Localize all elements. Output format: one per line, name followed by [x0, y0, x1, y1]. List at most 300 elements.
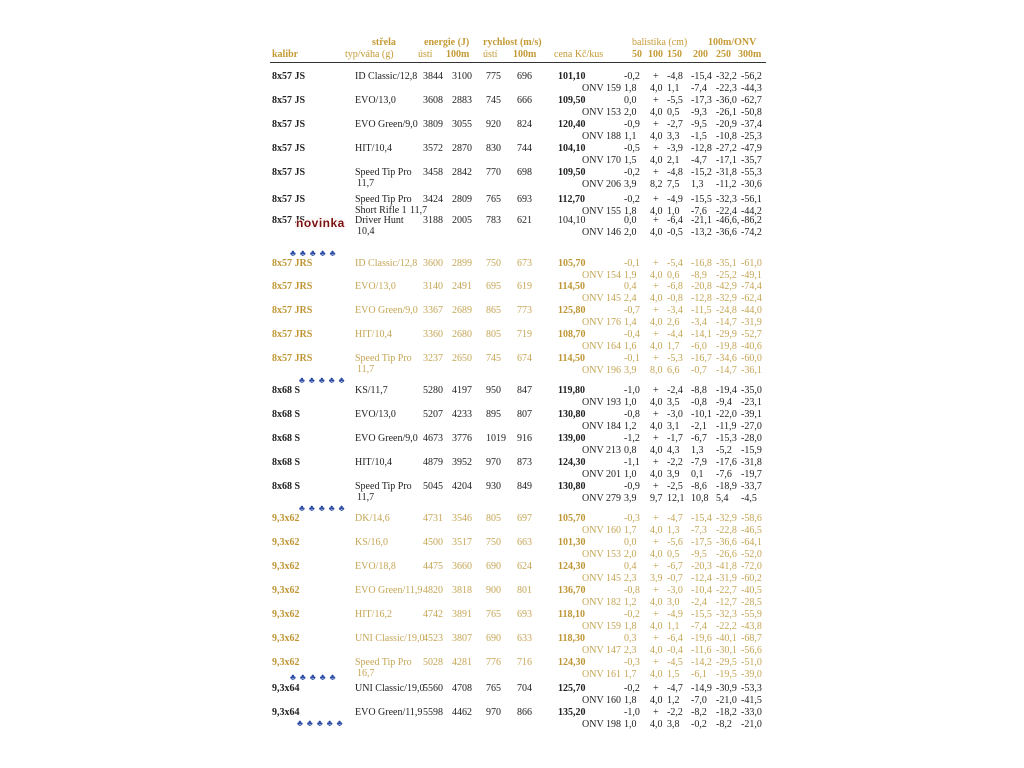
ballistic-100m-value: -22,0	[716, 409, 737, 420]
ballistic-100m-value: -0,4	[624, 329, 640, 340]
ballistic-100m-value: -0,1	[624, 353, 640, 364]
clubs-separator: ♣♣♣♣♣	[290, 672, 340, 682]
ballistic-100m-value: +	[653, 143, 659, 154]
price: 125,80	[558, 305, 586, 316]
ballistic-onv-value: 4,0	[650, 621, 663, 632]
caliber: 8x68 S	[272, 481, 301, 492]
onv-distance: ONV 198	[582, 719, 621, 730]
ballistic-onv-value: -30,6	[741, 179, 762, 190]
ballistic-onv-value: 3,1	[667, 421, 680, 432]
ballistic-100m-value: -31,8	[716, 167, 737, 178]
ballistic-onv-value: 4,3	[667, 445, 680, 456]
ballistic-100m-value: -61,0	[741, 258, 762, 269]
ballistic-onv-value: 12,1	[667, 493, 685, 504]
price: 109,50	[558, 167, 586, 178]
ballistic-onv-value: -0,8	[667, 293, 683, 304]
energy-muzzle: 3600	[423, 258, 443, 269]
ballistic-onv-value: 3,9	[667, 469, 680, 480]
ballistic-100m-value: -4,9	[667, 609, 683, 620]
energy-100m: 4462	[452, 707, 472, 718]
ballistic-100m-value: -14,2	[691, 657, 712, 668]
ballistic-onv-value: -25,3	[741, 131, 762, 142]
table-row	[0, 481, 1024, 507]
ballistic-onv-value: -7,6	[716, 469, 732, 480]
ballistic-100m-value: +	[653, 481, 659, 492]
bullet-type: Speed Tip Pro	[355, 167, 412, 178]
ballistic-onv-value: -8,9	[691, 270, 707, 281]
bullet-type: ID Classic/12,8	[355, 71, 418, 82]
onv-distance: ONV 159	[582, 83, 621, 94]
ballistic-onv-value: -9,3	[691, 107, 707, 118]
price: 124,30	[558, 561, 586, 572]
ballistic-onv-value: 1,4	[624, 317, 637, 328]
energy-100m: 3818	[452, 585, 472, 596]
ballistic-100m-value: 0,4	[624, 561, 637, 572]
table-row	[0, 683, 1024, 709]
onv-distance: ONV 160	[582, 525, 621, 536]
energy-muzzle: 3844	[423, 71, 443, 82]
ballistic-onv-value: -9,4	[716, 397, 732, 408]
table-row	[0, 707, 1024, 733]
energy-muzzle: 4742	[423, 609, 443, 620]
ballistic-100m-value: -32,3	[716, 194, 737, 205]
energy-100m: 2005	[452, 215, 472, 226]
caliber: 9,3x64	[272, 683, 300, 694]
ballistic-onv-value: -35,7	[741, 155, 762, 166]
ballistic-onv-value: -7,4	[691, 83, 707, 94]
energy-muzzle: 5045	[423, 481, 443, 492]
ballistic-100m-value: +	[653, 258, 659, 269]
ballistic-100m-value: -0,9	[624, 119, 640, 130]
ballistic-100m-value: -15,4	[691, 513, 712, 524]
velocity-100m: 873	[517, 457, 532, 468]
ballistic-onv-value: 4,0	[650, 293, 663, 304]
ballistic-onv-value: 1,1	[667, 621, 680, 632]
onv-distance: ONV 147	[582, 645, 621, 656]
header-energie-100m: 100m	[446, 49, 470, 60]
ballistic-onv-value: -0,2	[691, 719, 707, 730]
ballistic-100m-value: -12,8	[691, 143, 712, 154]
ballistic-100m-value: -60,0	[741, 353, 762, 364]
energy-100m: 3807	[452, 633, 472, 644]
ballistic-onv-value: 3,9	[624, 179, 637, 190]
energy-100m: 3952	[452, 457, 472, 468]
ballistic-100m-value: +	[653, 657, 659, 668]
ballistic-100m-value: -39,1	[741, 409, 762, 420]
ballistic-onv-value: -32,9	[716, 293, 737, 304]
caliber: 8x57 JRS	[272, 281, 313, 292]
caliber: 8x68 S	[272, 409, 301, 420]
energy-muzzle: 3458	[423, 167, 443, 178]
ballistic-100m-value: -14,1	[691, 329, 712, 340]
bullet-type: KS/16,0	[355, 537, 389, 548]
velocity-muzzle: 920	[486, 119, 501, 130]
ballistic-100m-value: -2,7	[667, 119, 683, 130]
ballistic-onv-value: 1,1	[667, 83, 680, 94]
velocity-100m: 633	[517, 633, 532, 644]
table-row	[0, 167, 1024, 193]
energy-muzzle: 4879	[423, 457, 443, 468]
onv-distance: ONV 206	[582, 179, 621, 190]
ballistic-100m-value: -4,5	[667, 657, 683, 668]
bullet-type: HIT/10,4	[355, 143, 392, 154]
velocity-muzzle: 750	[486, 537, 501, 548]
ballistic-onv-value: -39,0	[741, 669, 762, 680]
ballistic-100m-value: +	[653, 329, 659, 340]
ballistic-100m-value: -1,0	[624, 385, 640, 396]
ballistic-100m-value: -10,4	[691, 585, 712, 596]
bullet-type: KS/11,7	[355, 385, 388, 396]
ballistic-100m-value: 0,4	[624, 281, 637, 292]
header-divider	[270, 62, 766, 63]
onv-distance: ONV 213	[582, 445, 621, 456]
ballistic-onv-value: 8,2	[650, 179, 663, 190]
energy-muzzle: 5560	[423, 683, 443, 694]
energy-100m: 3891	[452, 609, 472, 620]
onv-distance: ONV 145	[582, 293, 621, 304]
price: 118,30	[558, 633, 585, 644]
onv-distance: ONV 153	[582, 107, 621, 118]
velocity-100m: 716	[517, 657, 532, 668]
ballistic-100m-value: -29,9	[716, 329, 737, 340]
ballistic-100m-value: +	[653, 609, 659, 620]
price: 136,70	[558, 585, 586, 596]
velocity-100m: 674	[517, 353, 532, 364]
velocity-muzzle: 695	[486, 281, 501, 292]
ballistic-100m-value: -9,5	[691, 119, 707, 130]
ballistic-100m-value: +	[653, 119, 659, 130]
ballistic-100m-value: +	[653, 194, 659, 205]
novinka-badge: novinka	[296, 216, 345, 230]
ballistic-100m-value: +	[653, 513, 659, 524]
caliber: 8x68 S	[272, 433, 301, 444]
ballistic-onv-value: 1,0	[667, 206, 680, 217]
ballistic-onv-value: -17,1	[716, 155, 737, 166]
ballistic-onv-value: -3,4	[691, 317, 707, 328]
caliber: 8x57 JS	[272, 143, 306, 154]
ballistic-100m-value: -2,2	[667, 457, 683, 468]
ballistic-100m-value: -0,2	[624, 167, 640, 178]
ballistic-100m-value: -15,5	[691, 609, 712, 620]
energy-muzzle: 3424	[423, 194, 443, 205]
bullet-type: EVO Green/11,9	[355, 707, 423, 718]
velocity-muzzle: 950	[486, 385, 501, 396]
table-row	[0, 329, 1024, 355]
ballistic-onv-value: -27,0	[741, 421, 762, 432]
ballistic-100m-value: -53,3	[741, 683, 762, 694]
ballistic-100m-value: -1,7	[667, 433, 683, 444]
ballistic-100m-value: -35,0	[741, 385, 762, 396]
table-row	[0, 409, 1024, 435]
price: 114,50	[558, 353, 585, 364]
ballistic-100m-value: -8,8	[691, 385, 707, 396]
velocity-100m: 693	[517, 194, 532, 205]
ballistic-onv-value: 1,0	[624, 397, 637, 408]
table-row	[0, 215, 1024, 241]
velocity-100m: 698	[517, 167, 532, 178]
ballistic-onv-value: 1,1	[624, 131, 637, 142]
velocity-100m: 847	[517, 385, 532, 396]
energy-muzzle: 3608	[423, 95, 443, 106]
table-row	[0, 457, 1024, 483]
ballistic-onv-value: 3,5	[667, 397, 680, 408]
ballistic-100m-value: -10,1	[691, 409, 712, 420]
ballistic-onv-value: -0,8	[691, 397, 707, 408]
energy-100m: 2883	[452, 95, 472, 106]
ballistic-100m-value: -32,9	[716, 513, 737, 524]
velocity-muzzle: 690	[486, 561, 501, 572]
ballistic-onv-value: -22,2	[716, 621, 737, 632]
velocity-100m: 866	[517, 707, 532, 718]
ballistic-100m-value: -37,4	[741, 119, 762, 130]
price: 104,10	[558, 143, 586, 154]
onv-distance: ONV 161	[582, 669, 621, 680]
bullet-weight: 11,7	[357, 178, 375, 189]
ballistic-100m-value: -22,7	[716, 585, 737, 596]
ballistic-100m-value: -15,2	[691, 167, 712, 178]
bullet-weight: 10,4	[357, 226, 375, 237]
price: 101,10	[558, 71, 586, 82]
bullet-weight: Short Rifle 1	[355, 205, 407, 216]
ballistic-100m-value: -31,8	[741, 457, 762, 468]
ballistic-100m-value: -33,7	[741, 481, 762, 492]
ballistic-100m-value: -1,1	[624, 457, 640, 468]
ballistic-100m-value: -8,2	[691, 707, 707, 718]
velocity-100m: 673	[517, 258, 532, 269]
header-energie: energie (J)	[424, 37, 470, 48]
caliber: 8x57 JS	[272, 95, 306, 106]
table-row	[0, 95, 1024, 121]
ballistic-100m-value: -44,0	[741, 305, 762, 316]
onv-distance: ONV 160	[582, 695, 621, 706]
ballistic-onv-value: 1,8	[624, 206, 637, 217]
caliber: 9,3x62	[272, 609, 300, 620]
table-row	[0, 513, 1024, 539]
ballistic-onv-value: -62,4	[741, 293, 762, 304]
energy-muzzle: 5028	[423, 657, 443, 668]
ballistic-100m-value: -0,3	[624, 513, 640, 524]
velocity-100m: 693	[517, 609, 532, 620]
price: 125,70	[558, 683, 586, 694]
ballistic-onv-value: 4,0	[650, 695, 663, 706]
ballistic-100m-value: 0,3	[624, 633, 637, 644]
caliber: 8x57 JS	[272, 215, 306, 226]
price: 124,30	[558, 657, 586, 668]
bullet-type: EVO/13,0	[355, 281, 396, 292]
ballistic-onv-value: -21,0	[716, 695, 737, 706]
ballistic-100m-value: -4,9	[667, 194, 683, 205]
ballistic-onv-value: -12,8	[691, 293, 712, 304]
ballistic-onv-value: 4,0	[650, 206, 663, 217]
ballistic-100m-value: -3,4	[667, 305, 683, 316]
ballistic-onv-value: 1,8	[624, 83, 637, 94]
ballistic-100m-value: -24,8	[716, 305, 737, 316]
ballistic-onv-value: 1,5	[624, 155, 637, 166]
ballistic-100m-value: +	[653, 281, 659, 292]
ballistic-onv-value: 10,8	[691, 493, 709, 504]
energy-muzzle: 5207	[423, 409, 443, 420]
ballistic-100m-value: -74,4	[741, 281, 762, 292]
price: 135,20	[558, 707, 586, 718]
ballistic-onv-value: -22,3	[716, 83, 737, 94]
ballistic-onv-value: -40,6	[741, 341, 762, 352]
ballistic-100m-value: -16,8	[691, 258, 712, 269]
ballistic-100m-value: -5,4	[667, 258, 683, 269]
header-rychlost: rychlost (m/s)	[483, 37, 542, 48]
ballistic-100m-value: -3,0	[667, 409, 683, 420]
ballistic-onv-value: 4,0	[650, 645, 663, 656]
ballistic-100m-value: -20,9	[716, 119, 737, 130]
energy-100m: 2689	[452, 305, 472, 316]
table-row	[0, 143, 1024, 169]
energy-muzzle: 3572	[423, 143, 443, 154]
ballistic-onv-value: -15,9	[741, 445, 762, 456]
ballistic-onv-value: 1,3	[667, 525, 680, 536]
onv-distance: ONV 154	[582, 270, 621, 281]
ballistic-onv-value: 1,6	[624, 341, 637, 352]
ballistic-onv-value: -10,8	[716, 131, 737, 142]
ballistic-100m-value: -28,0	[741, 433, 762, 444]
ballistic-onv-value: -6,1	[691, 669, 707, 680]
price: 105,70	[558, 258, 586, 269]
ballistic-onv-value: -31,9	[741, 317, 762, 328]
price: 112,70	[558, 194, 585, 205]
ballistic-onv-value: -0,4	[667, 645, 683, 656]
ballistic-100m-value: -47,9	[741, 143, 762, 154]
caliber: 9,3x64	[272, 707, 300, 718]
ballistic-100m-value: +	[653, 385, 659, 396]
bullet-type: Speed Tip Pro	[355, 353, 412, 364]
ballistic-onv-value: 2,4	[624, 293, 637, 304]
ballistic-100m-value: -17,3	[691, 95, 712, 106]
bullet-type: Speed Tip Pro	[355, 481, 412, 492]
ballistic-onv-value: -0,5	[667, 227, 683, 238]
bullet-type: ID Classic/12,8	[355, 258, 418, 269]
ballistic-onv-value: -8,2	[716, 719, 732, 730]
ballistic-onv-value: -22,8	[716, 525, 737, 536]
bullet-type: HIT/10,4	[355, 329, 392, 340]
ballistic-100m-value: -0,2	[624, 609, 640, 620]
energy-muzzle: 4820	[423, 585, 443, 596]
price: 118,10	[558, 609, 585, 620]
ballistic-onv-value: 4,0	[650, 719, 663, 730]
table-row	[0, 353, 1024, 379]
ballistic-onv-value: -19,8	[716, 341, 737, 352]
ballistic-onv-value: 8,0	[650, 365, 663, 376]
ballistic-onv-value: 2,6	[667, 317, 680, 328]
price: 101,30	[558, 537, 586, 548]
ballistic-onv-value: -19,5	[716, 669, 737, 680]
velocity-100m: 801	[517, 585, 532, 596]
ballistic-100m-value: -72,0	[741, 561, 762, 572]
ballistic-onv-value: 3,9	[624, 365, 637, 376]
ballistic-onv-value: -9,5	[691, 549, 707, 560]
ballistic-onv-value: -4,7	[691, 155, 707, 166]
bullet-weight: 16,7	[357, 668, 375, 679]
caliber: 8x57 JS	[272, 194, 306, 205]
ballistic-100m-value: -4,7	[667, 513, 683, 524]
ballistic-100m-value: -19,6	[691, 633, 712, 644]
ballistic-100m-value: -68,7	[741, 633, 762, 644]
ballistic-onv-value: -11,2	[716, 179, 737, 190]
header-balistika: balistika (cm)	[632, 37, 688, 48]
price: 139,00	[558, 433, 586, 444]
ballistic-100m-value: -29,5	[716, 657, 737, 668]
ballistic-onv-value: -11,6	[691, 645, 712, 656]
velocity-muzzle: 750	[486, 258, 501, 269]
energy-100m: 2899	[452, 258, 472, 269]
energy-100m: 2809	[452, 194, 472, 205]
header-typ-vaha: typ/váha (g)	[345, 49, 394, 60]
ballistic-onv-value: -44,2	[741, 206, 762, 217]
energy-100m: 2650	[452, 353, 472, 364]
ballistic-100m-value: -0,8	[624, 585, 640, 596]
ballistic-onv-value: -30,1	[716, 645, 737, 656]
ballistic-onv-value: 7,5	[667, 179, 680, 190]
ballistic-100m-value: -55,3	[741, 167, 762, 178]
energy-muzzle: 3188	[423, 215, 443, 226]
ballistic-100m-value: 0,0	[624, 95, 637, 106]
ballistic-100m-value: -2,5	[667, 481, 683, 492]
header-energie-usti: ústí	[418, 49, 433, 60]
velocity-muzzle: 775	[486, 71, 501, 82]
energy-100m: 3517	[452, 537, 472, 548]
velocity-muzzle: 895	[486, 409, 501, 420]
velocity-muzzle: 930	[486, 481, 501, 492]
clubs-separator: ♣♣♣♣♣	[290, 248, 340, 258]
velocity-muzzle: 900	[486, 585, 501, 596]
price: 119,80	[558, 385, 585, 396]
ballistic-onv-value: 4,0	[650, 549, 663, 560]
velocity-muzzle: 745	[486, 95, 501, 106]
ballistic-100m-value: +	[653, 457, 659, 468]
ballistic-100m-value: -14,9	[691, 683, 712, 694]
ballistic-onv-value: 3,9	[624, 493, 637, 504]
ballistic-onv-value: 3,3	[667, 131, 680, 142]
ballistic-onv-value: 2,1	[667, 155, 680, 166]
ballistic-onv-value: 3,0	[667, 597, 680, 608]
ballistic-100m-value: -1,0	[624, 707, 640, 718]
ballistic-100m-value: -4,7	[667, 683, 683, 694]
table-row	[0, 561, 1024, 587]
ballistic-onv-value: 4,0	[650, 421, 663, 432]
ballistic-onv-value: 1,3	[691, 179, 704, 190]
bullet-type: Speed Tip Pro	[355, 194, 412, 205]
ballistic-100m-value: -35,1	[716, 258, 737, 269]
ballistic-onv-value: 1,2	[624, 421, 637, 432]
header-rychlost-usti: ústí	[483, 49, 498, 60]
ballistic-onv-value: 1,2	[667, 695, 680, 706]
ballistic-100m-value: -2,2	[667, 707, 683, 718]
velocity-100m: 621	[517, 215, 532, 226]
ballistic-onv-value: 4,0	[650, 397, 663, 408]
header-50: 50	[632, 49, 642, 60]
bullet-type: Speed Tip Pro	[355, 657, 412, 668]
ballistic-100m-value: -32,2	[716, 71, 737, 82]
ballistic-onv-value: -31,9	[716, 573, 737, 584]
price: 104,10	[558, 215, 586, 226]
ballistic-100m-value: +	[653, 215, 659, 226]
ballistic-100m-value: +	[653, 305, 659, 316]
header-kalibr: kalibr	[272, 49, 299, 60]
ballistic-100m-value: -3,0	[667, 585, 683, 596]
price: 109,50	[558, 95, 586, 106]
ballistic-100m-value: -56,1	[741, 194, 762, 205]
ballistic-100m-value: -58,6	[741, 513, 762, 524]
onv-distance: ONV 176	[582, 317, 621, 328]
energy-muzzle: 5598	[423, 707, 443, 718]
ballistic-onv-value: 5,4	[716, 493, 729, 504]
